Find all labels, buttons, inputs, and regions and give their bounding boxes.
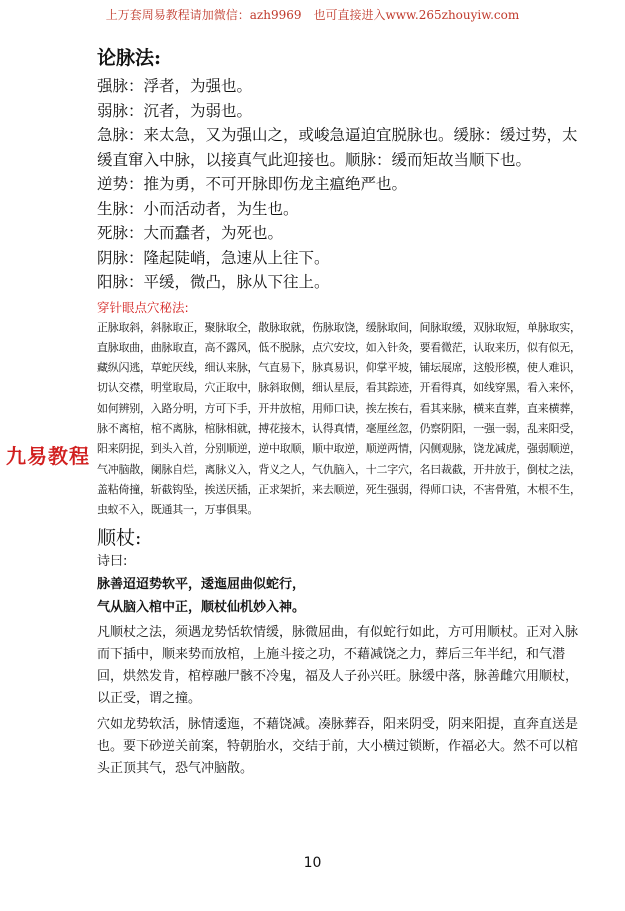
pulse-line-urgent: 急脉：来太急，又为强山之，或峻急逼迫宜脱脉也。缓脉：缓过势，太缓直窜入中脉，以接真气此迎接也。顺脉：缓而矩故当顺下也。: [97, 126, 578, 169]
watermark-logo: 九易教程: [6, 444, 90, 468]
page-header-banner: 上万套周易教程请加微信：azh9969 也可直接进入www.265zhouyiw.com: [105, 8, 520, 22]
page-content: [97, 42, 587, 780]
page-number: 10: [303, 855, 322, 871]
pulse-line-living: 生脉：小而活动者，为生也。: [97, 199, 299, 218]
poem-line-1: 脉善迢迢势软平，逶迤屈曲似蛇行，: [97, 577, 306, 593]
section-title-shun-zhang: 顺杖:: [97, 527, 142, 550]
body-paragraph-2: 穴如龙势软活，脉情逶迤，不藉饶减。凑脉葬吞，阳来阴受，阴来阳提，直奔直送是也。要下砂逆关前案，特朝胎水，交结于前，大小横过锁断，作福必大。然不可以棺头正顶其气，恐气冲脑散。: [97, 717, 579, 777]
section-title-pulse-method: 论脉法:: [97, 47, 162, 69]
secret-method-title: 穿针眼点穴秘法:: [97, 299, 189, 315]
secret-method-text: 正脉取斜，斜脉取正，聚脉取仝，散脉取就，伤脉取饶，缓脉取间，间脉取缓，双脉取短，单脉取实，直脉取曲，曲脉取直，高不露风，低不脱脉，点穴安坟，如入针灸，要看微茫，认取来历，似有似无，藏纵闪逃，草蛇厌线，细认来脉，气直易下，脉真易识，仰掌平坡，铺坛展席，这般形模，使人难识，切认交襟，明堂取局，穴正取中，脉斜取侧，细认星辰，看其踪迹，开看得真，如线穿黑，看入来怀，如何辨别，入路分明，方可下手，开井放棺，用师口诀，挨左挨右，看其来脉，横来直葬，直来横葬，脉不离棺，棺不离脉，棺脉相就，搏花接木，认得真情，毫厘丝忽，仍察阴阳，一强一弱，乱来阳受，阳来阴捉，到头入首，分别顺逆，逆中取顺，顺中取逆，顺逆两情，闪侧观脉，饶龙减虎，强弱顺逆，气冲脑散，阑脉自烂，离脉义入，背义之人，气仇脑入，十二字穴，名曰裁截，开井放于，倒杖之法，盖粘倚撞，斩截钩坠，挨送厌插，正求架折，来去顺逆，死生强弱，得师口诀，不害骨殖，木根不生，虫蚁不入，既通其一，万事俱果。: [97, 320, 581, 517]
body-paragraph-1: 凡顺杖之法，须遇龙势恬软情缓，脉微屈曲，有似蛇行如此，方可用顺杖。正对入脉而下插中，顺来势而放棺，上施斗接之功，不藉减饶之力，葬后三年半纪，和气潜回，烘然发肯，棺椁融尸骸不冷鬼，福及人子孙兴旺。脉缓中落，脉善雌穴用顺杖，以正受，谓之撞。: [97, 625, 579, 707]
pulse-line-weak: 弱脉：沉者，为弱也。: [97, 101, 253, 120]
pulse-line-reverse: 逆势：推为勇，不可开脉即伤龙主瘟绝严也。: [97, 175, 408, 193]
poem-label: 诗曰:: [97, 554, 128, 570]
pulse-line-strong: 强脉：浮者，为强也。: [97, 77, 253, 95]
pulse-line-yin: 阴脉：隆起陡峭，急速从上往下。: [97, 248, 330, 267]
pulse-line-yang: 阳脉：平缓，微凸，脉从下往上。: [97, 273, 330, 291]
pulse-line-dead: 死脉：大而蠢者，为死也。: [97, 224, 284, 242]
poem-line-2: 气从脑入棺中正，顺杖仙机妙入神。: [97, 600, 306, 616]
